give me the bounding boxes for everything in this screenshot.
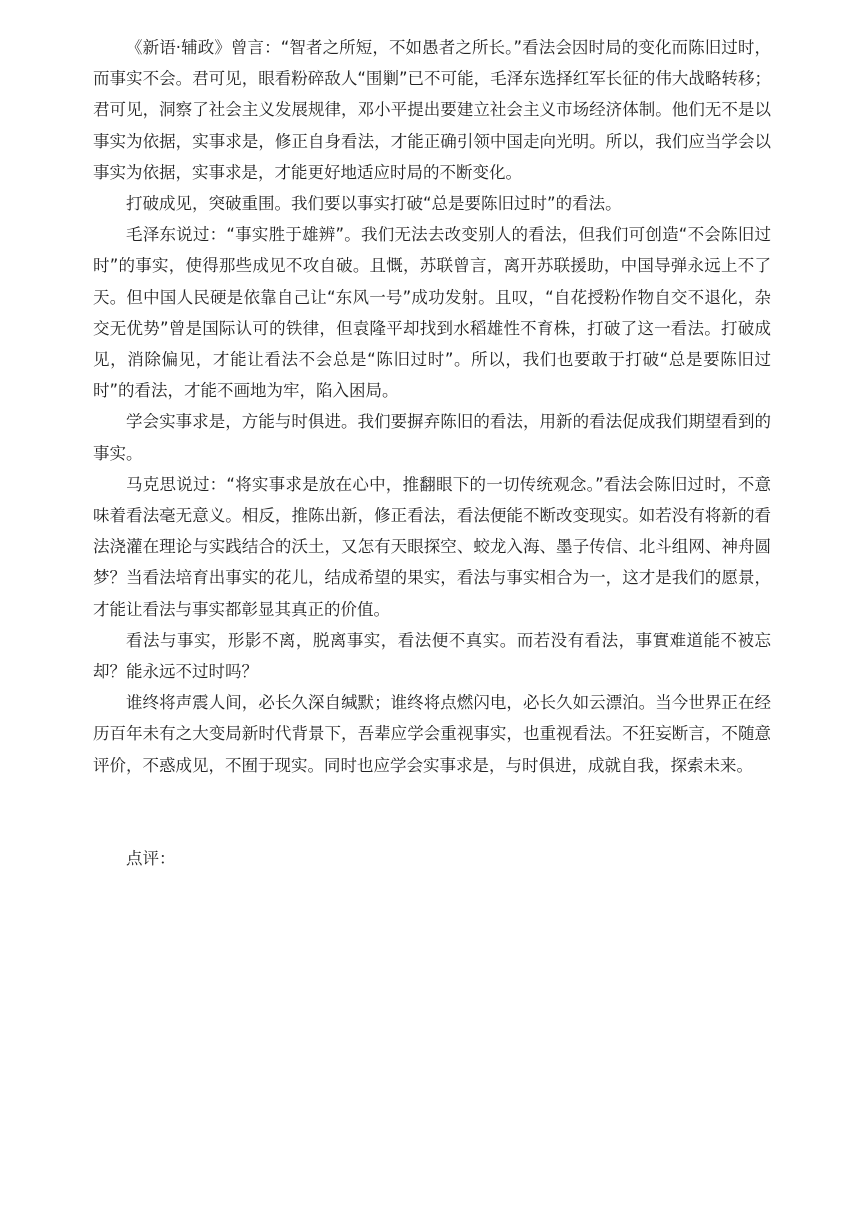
paragraph: 谁终将声震人间，必长久深自缄默；谁终将点燃闪电，必长久如云漂泊。当今世界正在经历百年未有之大变局新时代背景下，吾辈应学会重视事实，也重视看法。不狂妄断言，不随意评价，不惑成见，不囿于现实。同时也应学会实事求是，与时俱进，成就自我，探索未来。 — [93, 693, 771, 775]
paragraph: 看法与事实，形影不离，脱离事实，看法便不真实。而若没有看法，事實难道能不被忘却？能永远不过时吗？ — [93, 630, 771, 682]
paragraph: 毛泽东说过：“事实胜于雄辨”。我们无法去改变别人的看法，但我们可创造“不会陈旧过时”的事实，使得那些成见不攻自破。且慨，苏联曾言，离开苏联援助，中国导弹永远上不了天。但中国人民硬是依靠自己让“东风一号”成功发射。且叹，“自花授粉作物自交不退化，杂交无优势”曾是国际认可的铁律，但袁隆平却找到水稻雄性不育株，打破了这一看法。打破成见，消除偏见，才能让看法不会总是“陈旧过时”。所以，我们也要敢于打破“总是要陈旧过时”的看法，才能不画地为牢，陷入困局。 — [93, 225, 771, 401]
essay-body — [93, 32, 771, 874]
blank-space — [93, 781, 771, 843]
comment-label: 点评： — [126, 848, 176, 868]
paragraph: 打破成见，突破重围。我们要以事实打破“总是要陈旧过时”的看法。 — [126, 194, 622, 214]
paragraph: 学会实事求是，方能与时俱进。我们要摒弃陈旧的看法，用新的看法促成我们期望看到的事实。 — [93, 412, 771, 463]
paragraph: 马克思说过：“将实事求是放在心中，推翻眼下的一切传统观念。”看法会陈旧过时，不意味着看法毫无意义。相反，推陈出新，修正看法，看法便能不断改变现实。如若没有将新的看法浇灌在理论与实践结合的沃土，又怎有天眼探空、蛟龙入海、墨子传信、北斗组网、神舟圆梦？当看法培育出事实的花儿，结成希望的果实，看法与事实相合为一，这才是我们的愿景，才能让看法与事实都彰显其真正的价值。 — [93, 474, 771, 619]
paragraph: 《新语·辅政》曾言：“智者之所短，不如愚者之所长。”看法会因时局的变化而陈旧过时，而事实不会。君可见，眼看粉碎敌人“围剿”已不可能，毛泽东选择红军长征的伟大战略转移；君可见，洞察了社会主义发展规律，邓小平提出要建立社会主义市场经济体制。他们无不是以事实为依据，实事求是，修正自身看法，才能正确引领中国走向光明。所以，我们应当学会以事实为依据，实事求是，才能更好地适应时局的不断变化。 — [93, 38, 771, 182]
